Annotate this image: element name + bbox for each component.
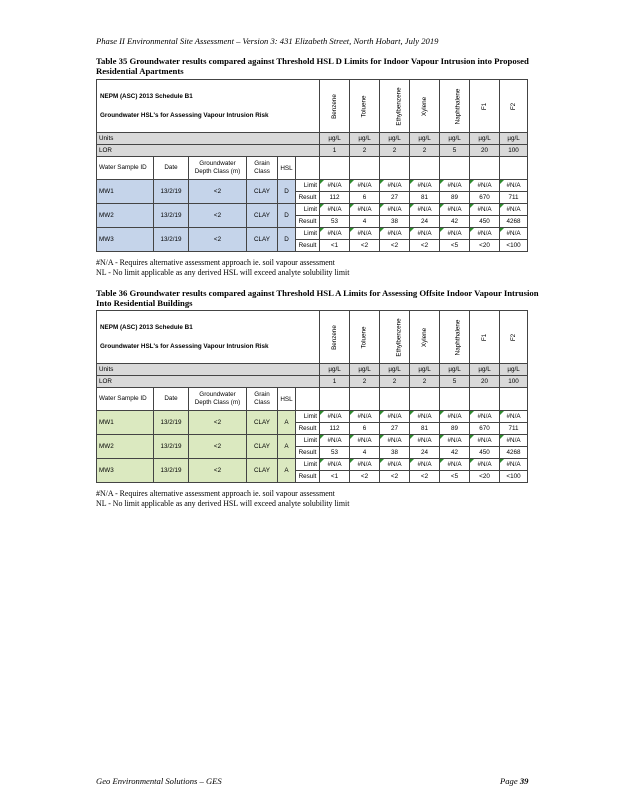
- units-row: Units µg/L µg/L µg/L µg/L µg/L µg/L µg/L: [97, 133, 528, 145]
- analyte-benzene: Benzene: [320, 80, 350, 133]
- table-row: MW2 13/2/19 <2 CLAY D Limit #N/A #N/A #N/A #N/A #N/A #N/A #N/A: [97, 204, 528, 216]
- analyte-f1: F1: [470, 311, 500, 364]
- table-row: MW3 13/2/19 <2 CLAY D Limit #N/A #N/A #N/A #N/A #N/A #N/A #N/A: [97, 228, 528, 240]
- column-header-row: Water Sample ID Date Groundwater Depth Class (m) Grain Class HSL: [97, 157, 528, 180]
- analyte-toluene: Toluene: [350, 80, 380, 133]
- lor-row: LOR 1 2 2 2 5 20 100: [97, 145, 528, 157]
- table-36-notes: #N/A - Requires alternative assessment approach ie. soil vapour assessment NL - No limit applicable as any derived HSL will exceed analyte solubility limit: [96, 489, 350, 508]
- page-header: Phase II Environmental Site Assessment – Version 3: 431 Elizabeth Street, North Hobart, July 2019: [96, 36, 439, 46]
- table-35-notes: #N/A - Requires alternative assessment approach ie. soil vapour assessment NL - No limit applicable as any derived HSL will exceed analyte solubility limit: [96, 258, 350, 277]
- table-row: Result 53 4 38 24 42 450 4268: [97, 447, 528, 459]
- units-row: Units µg/L µg/L µg/L µg/L µg/L µg/L µg/L: [97, 364, 528, 376]
- analyte-naphthalene: Naphthalene: [440, 80, 470, 133]
- table-row: MW1 13/2/19 <2 CLAY D Limit #N/A #N/A #N/A #N/A #N/A #N/A #N/A: [97, 180, 528, 192]
- footer-company: Geo Environmental Solutions – GES: [96, 776, 222, 786]
- analyte-f1: F1: [470, 80, 500, 133]
- table-title: NEPM (ASC) 2013 Schedule B1 Groundwater HSL's for Assessing Vapour Intrusion Risk: [97, 80, 320, 133]
- table-36: [96, 310, 528, 483]
- table-row: Result <1 <2 <2 <2 <5 <20 <100: [97, 240, 528, 252]
- analyte-xylene: Xylene: [410, 80, 440, 133]
- table-row: Result 112 6 27 81 89 670 711: [97, 192, 528, 204]
- column-header-row: Water Sample ID Date Groundwater Depth Class (m) Grain Class HSL: [97, 388, 528, 411]
- analyte-ethylbenzene: Ethylbenzene: [380, 311, 410, 364]
- table-35-caption: Table 35 Groundwater results compared against Threshold HSL D Limits for Indoor Vapour Intrusion into Proposed Residential Apartments: [96, 56, 529, 76]
- analyte-naphthalene: Naphthalene: [440, 311, 470, 364]
- table-36-caption: Table 36 Groundwater results compared against Threshold HSL A Limits for Assessing Offsite Indoor Vapour Intrusion Into Residential Buildings: [96, 288, 539, 308]
- analyte-benzene: Benzene: [320, 311, 350, 364]
- table-row: Result 112 6 27 81 89 670 711: [97, 423, 528, 435]
- analyte-ethylbenzene: Ethylbenzene: [380, 80, 410, 133]
- table-35: [96, 79, 528, 252]
- analyte-f2: F2: [500, 80, 528, 133]
- analyte-toluene: Toluene: [350, 311, 380, 364]
- table-row: Result <1 <2 <2 <2 <5 <20 <100: [97, 471, 528, 483]
- table-row: MW3 13/2/19 <2 CLAY A Limit #N/A #N/A #N/A #N/A #N/A #N/A #N/A: [97, 459, 528, 471]
- analyte-f2: F2: [500, 311, 528, 364]
- analyte-xylene: Xylene: [410, 311, 440, 364]
- table-row: MW1 13/2/19 <2 CLAY A Limit #N/A #N/A #N/A #N/A #N/A #N/A #N/A: [97, 411, 528, 423]
- table-row: Result 53 4 38 24 42 450 4268: [97, 216, 528, 228]
- lor-row: LOR 1 2 2 2 5 20 100: [97, 376, 528, 388]
- table-title: NEPM (ASC) 2013 Schedule B1 Groundwater HSL's for Assessing Vapour Intrusion Risk: [97, 311, 320, 364]
- table-row: MW2 13/2/19 <2 CLAY A Limit #N/A #N/A #N/A #N/A #N/A #N/A #N/A: [97, 435, 528, 447]
- footer-page-number: Page 39: [500, 776, 529, 786]
